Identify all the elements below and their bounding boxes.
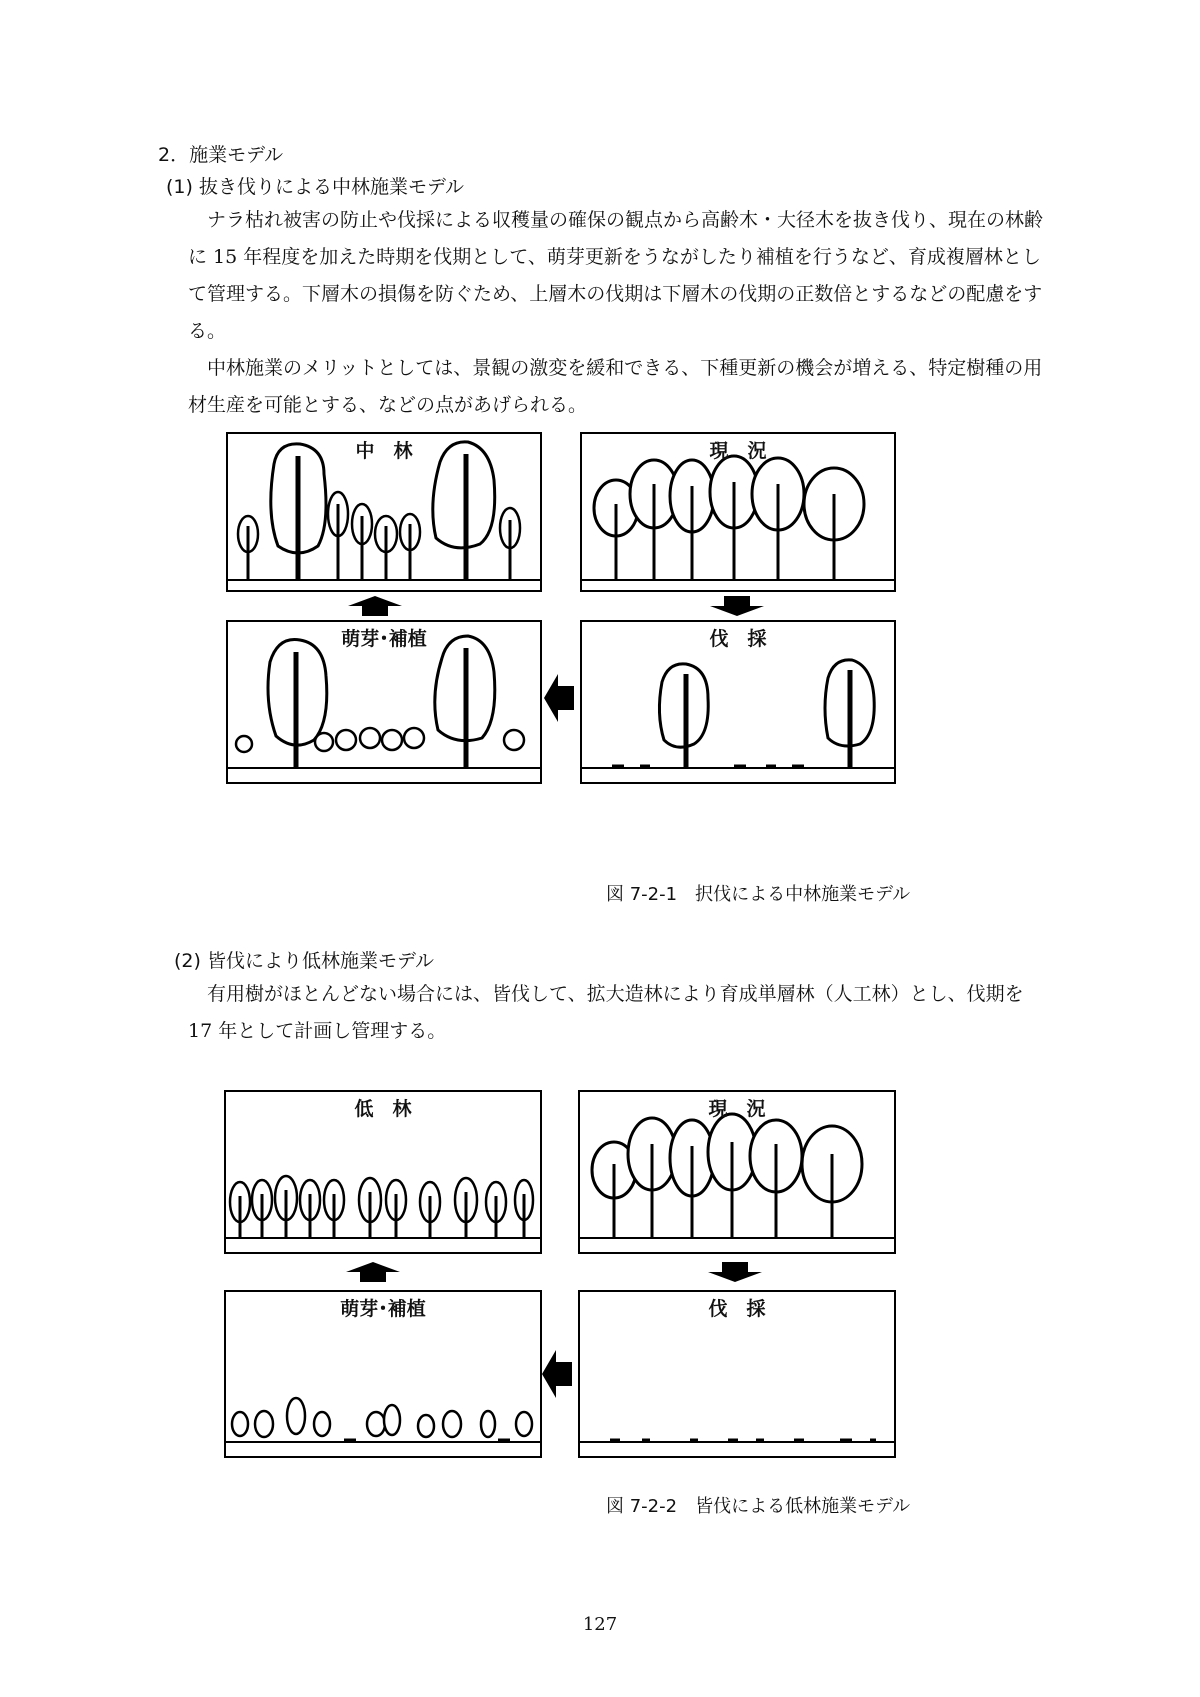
fig1-panel-bassai-title: 伐 採 xyxy=(709,628,767,650)
fig2-panel-teirin xyxy=(224,1090,542,1254)
fig1-left-arrow-icon xyxy=(544,672,576,724)
fig2-down-arrow-icon xyxy=(704,1262,766,1282)
subsection-1-title: (1) 抜き伐りによる中林施業モデル xyxy=(166,176,465,198)
section-title: 2．施業モデル xyxy=(158,144,284,166)
figure-2-caption: 図 7-2-2 皆伐による低林施業モデル xyxy=(606,1496,911,1517)
subsection-1-paragraph-2: 中林施業のメリットとしては、景観の激変を緩和できる、下種更新の機会が増える、特定樹種の用材生産を可能とする、などの点があげられる。 xyxy=(188,357,1043,416)
fig2-panel-genkyo-title: 現 況 xyxy=(708,1098,766,1120)
fig2-up-arrow-icon xyxy=(342,1262,404,1282)
figure-1-caption: 図 7-2-1 択伐による中林施業モデル xyxy=(606,884,911,905)
subsection-2-title: (2) 皆伐により低林施業モデル xyxy=(174,950,435,972)
fig2-panel-hoga-hosyoku xyxy=(224,1290,542,1458)
fig2-panel-bassai-title: 伐 採 xyxy=(708,1298,766,1320)
subsection-2-paragraph-1: 有用樹がほとんどない場合には、皆伐して、拡大造林により育成単層林（人工林）とし、伐期を 17 年として計画し管理する。 xyxy=(188,983,1024,1042)
subsection-1-paragraph-1: ナラ枯れ被害の防止や伐採による収穫量の確保の観点から高齢木・大径木を抜き伐り、現在の林齢に 15 年程度を加えた時期を伐期として、萌芽更新をうながしたり補植を行うなど、育成複層林として管理する。下層木の損傷を防ぐため、上層木の伐期は下層木の伐期の正数倍とするなどの配慮をする。 xyxy=(188,209,1044,342)
fig1-panel-chubayashi xyxy=(226,432,542,592)
fig1-panel-genkyo xyxy=(580,432,896,592)
fig1-panel-genkyo-title: 現 況 xyxy=(709,440,767,462)
fig1-panel-hoga-hosyoku-title: 萌芽･補植 xyxy=(341,628,427,650)
fig1-panel-chubayashi-title: 中 林 xyxy=(355,440,413,462)
fig2-left-arrow-icon xyxy=(542,1348,574,1400)
fig1-up-arrow-icon xyxy=(344,596,406,616)
fig1-down-arrow-icon xyxy=(706,596,768,616)
fig2-panel-bassai xyxy=(578,1290,896,1458)
fig2-panel-hoga-hosyoku-title: 萌芽･補植 xyxy=(340,1298,426,1320)
fig1-panel-bassai xyxy=(580,620,896,784)
fig1-panel-hoga-hosyoku xyxy=(226,620,542,784)
fig2-panel-teirin-title: 低 林 xyxy=(354,1098,412,1120)
fig2-panel-genkyo xyxy=(578,1090,896,1254)
subsection-2-body xyxy=(188,976,1048,1050)
subsection-1-body xyxy=(188,202,1048,424)
page-number: 127 xyxy=(582,1614,618,1635)
